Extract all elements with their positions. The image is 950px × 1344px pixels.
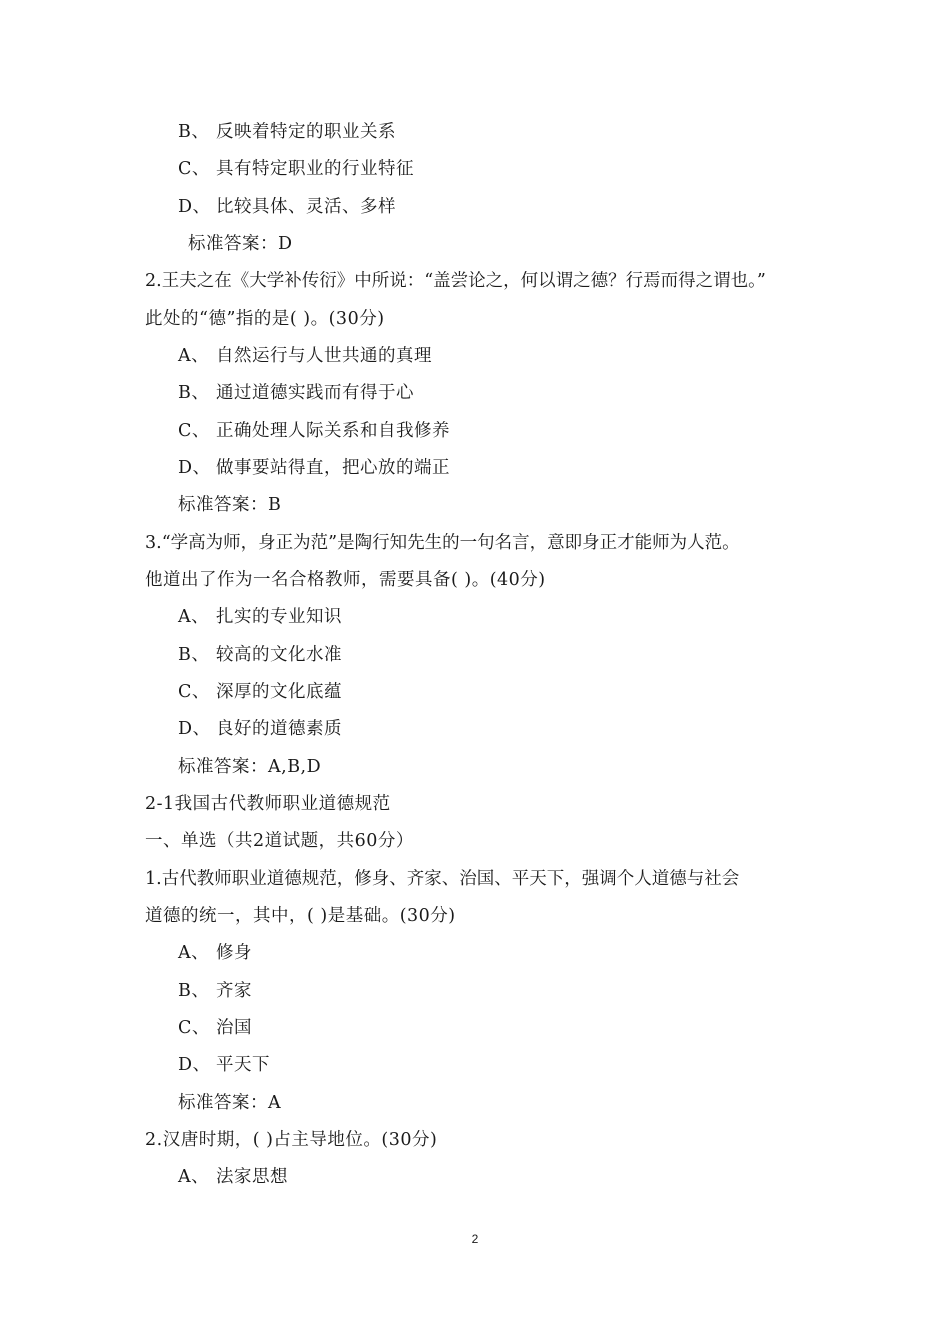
option-text: 通过道德实践而有得于心 (216, 383, 414, 403)
option-c (178, 680, 342, 704)
option-d (178, 717, 342, 741)
option-d (178, 456, 450, 480)
option-letter: D、 (178, 719, 211, 739)
option-letter: A、 (178, 943, 210, 963)
option-text: 反映着特定的职业关系 (216, 122, 396, 142)
option-letter: C、 (178, 159, 210, 179)
option-letter: B、 (178, 981, 210, 1001)
option-c (178, 419, 450, 443)
option-letter: A、 (178, 1167, 210, 1187)
option-text: 做事要站得直，把心放的端正 (216, 458, 450, 478)
option-text: 良好的道德素质 (216, 719, 342, 739)
option-letter: A、 (178, 607, 210, 627)
standard-answer: 标准答案：D (188, 234, 293, 254)
option-text: 平天下 (216, 1055, 270, 1075)
option-a (178, 605, 342, 629)
option-a (178, 1165, 288, 1189)
option-letter: B、 (178, 122, 210, 142)
option-b (178, 120, 396, 144)
option-text: 齐家 (216, 981, 252, 1001)
option-b (178, 979, 252, 1003)
option-letter: B、 (178, 383, 210, 403)
option-b (178, 381, 414, 405)
option-letter: C、 (178, 1018, 210, 1038)
option-text: 比较具体、灵活、多样 (216, 197, 396, 217)
option-text: 法家思想 (216, 1167, 288, 1187)
option-text: 深厚的文化底蕴 (216, 682, 342, 702)
question-text: 此处的“德”指的是( )。(30分) (145, 309, 385, 329)
option-letter: B、 (178, 645, 210, 665)
page-number: 2 (471, 1232, 479, 1246)
option-a (178, 941, 252, 965)
question-text: 2.王夫之在《大学补传衍》中所说：“盖尝论之，何以谓之德？行焉而得之谓也。” (145, 271, 766, 291)
question-text: 他道出了作为一名合格教师，需要具备( )。(40分) (145, 570, 546, 590)
option-text: 较高的文化水准 (216, 645, 342, 665)
option-a (178, 344, 432, 368)
standard-answer: 标准答案：A,B,D (178, 757, 322, 777)
option-letter: A、 (178, 346, 210, 366)
option-text: 扎实的专业知识 (216, 607, 342, 627)
option-c (178, 1016, 252, 1040)
option-letter: D、 (178, 1055, 211, 1075)
question-text: 道德的统一，其中，( )是基础。(30分) (145, 906, 456, 926)
option-letter: D、 (178, 197, 211, 217)
option-d (178, 195, 396, 219)
standard-answer: 标准答案：B (178, 495, 282, 515)
option-b (178, 643, 342, 667)
option-text: 正确处理人际关系和自我修养 (216, 421, 450, 441)
question-text: 2.汉唐时期，( )占主导地位。(30分) (145, 1130, 438, 1150)
option-c (178, 157, 414, 181)
option-text: 具有特定职业的行业特征 (216, 159, 414, 179)
question-text: 1.古代教师职业道德规范，修身、齐家、治国、平天下，强调个人道德与社会 (145, 869, 740, 889)
option-text: 修身 (216, 943, 252, 963)
option-letter: C、 (178, 682, 210, 702)
option-text: 自然运行与人世共通的真理 (216, 346, 432, 366)
option-text: 治国 (216, 1018, 252, 1038)
option-letter: D、 (178, 458, 211, 478)
section-subtitle: 一、单选（共2道试题，共60分） (145, 831, 414, 851)
option-letter: C、 (178, 421, 210, 441)
question-text: 3.“学高为师，身正为范”是陶行知先生的一句名言，意即身正才能师为人范。 (145, 533, 740, 553)
standard-answer: 标准答案：A (178, 1093, 282, 1113)
option-d (178, 1053, 270, 1077)
section-title: 2-1我国古代教师职业道德规范 (145, 794, 391, 814)
